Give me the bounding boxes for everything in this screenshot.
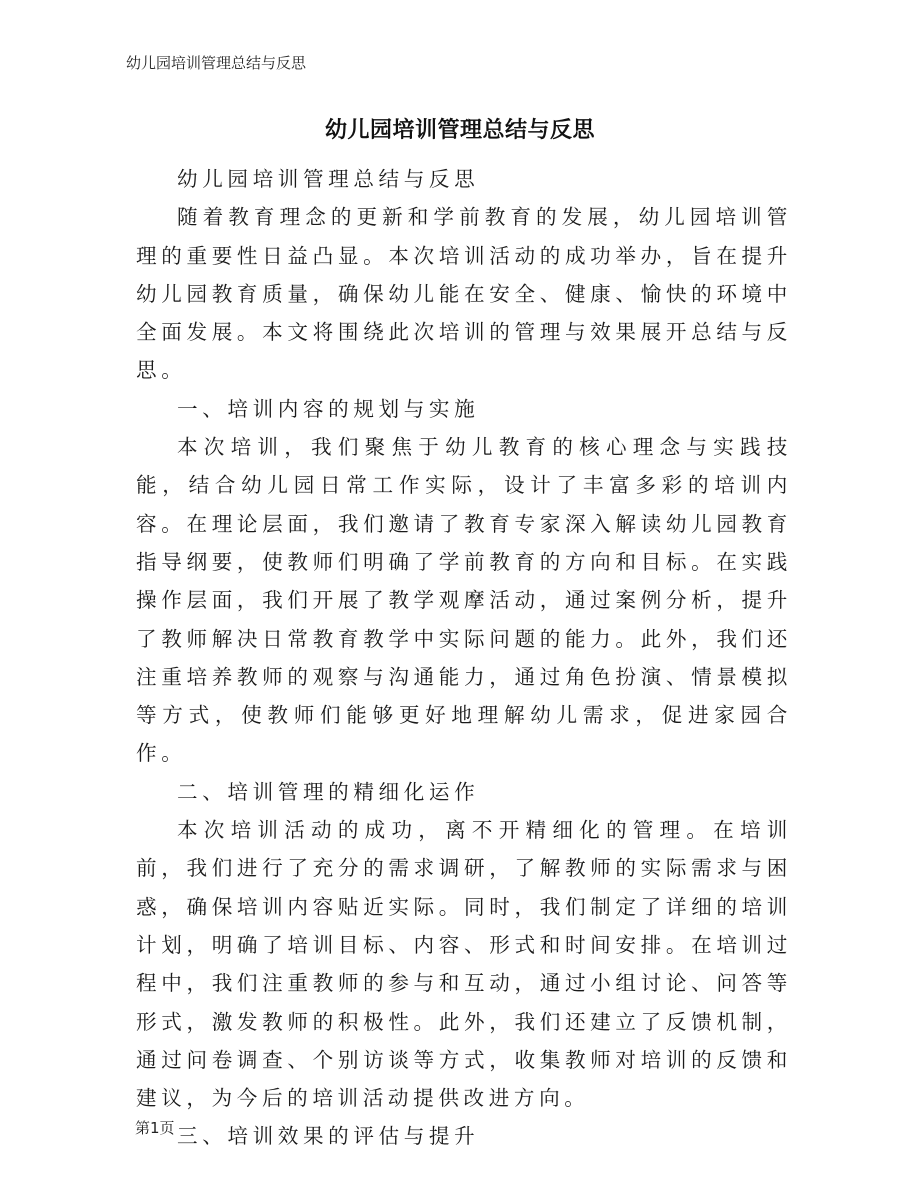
section-heading-3: 三、培训效果的评估与提升	[177, 1124, 480, 1149]
subtitle-paragraph: 幼儿园培训管理总结与反思	[177, 167, 480, 191]
intro-paragraph: 随着教育理念的更新和学前教育的发展，幼儿园培训管理的重要性日益凸显。本次培训活动的成功举办，旨在提升幼儿园教育质量，确保幼儿能在安全、健康、愉快的环境中全面发展。本文将围绕此次培训的管理与效果展开总结与反思。	[136, 205, 792, 383]
section-heading-2: 二、培训管理的精细化运作	[177, 779, 480, 804]
section-heading-1: 一、培训内容的规划与实施	[177, 396, 480, 421]
page-number: 第1页	[135, 1119, 175, 1137]
running-header: 幼儿园培训管理总结与反思	[126, 54, 307, 72]
section-1-paragraph: 本次培训，我们聚焦于幼儿教育的核心理念与实践技能，结合幼儿园日常工作实际，设计了丰富多彩的培训内容。在理论层面，我们邀请了教育专家深入解读幼儿园教育指导纲要，使教师们明确了学前教育的方向和目标。在实践操作层面，我们开展了教学观摩活动，通过案例分析，提升了教师解决日常教育教学中实际问题的能力。此外，我们还注重培养教师的观察与沟通能力，通过角色扮演、情景模拟等方式，使教师们能够更好地理解幼儿需求，促进家园合作。	[136, 435, 792, 766]
document-body	[136, 160, 792, 1156]
document-title: 幼儿园培训管理总结与反思	[324, 118, 595, 143]
section-2-paragraph: 本次培训活动的成功，离不开精细化的管理。在培训前，我们进行了充分的需求调研，了解教师的实际需求与困惑，确保培训内容贴近实际。同时，我们制定了详细的培训计划，明确了培训目标、内容、形式和时间安排。在培训过程中，我们注重教师的参与和互动，通过小组讨论、问答等形式，激发教师的积极性。此外，我们还建立了反馈机制，通过问卷调查、个别访谈等方式，收集教师对培训的反馈和建议，为今后的培训活动提供改进方向。	[136, 818, 792, 1111]
